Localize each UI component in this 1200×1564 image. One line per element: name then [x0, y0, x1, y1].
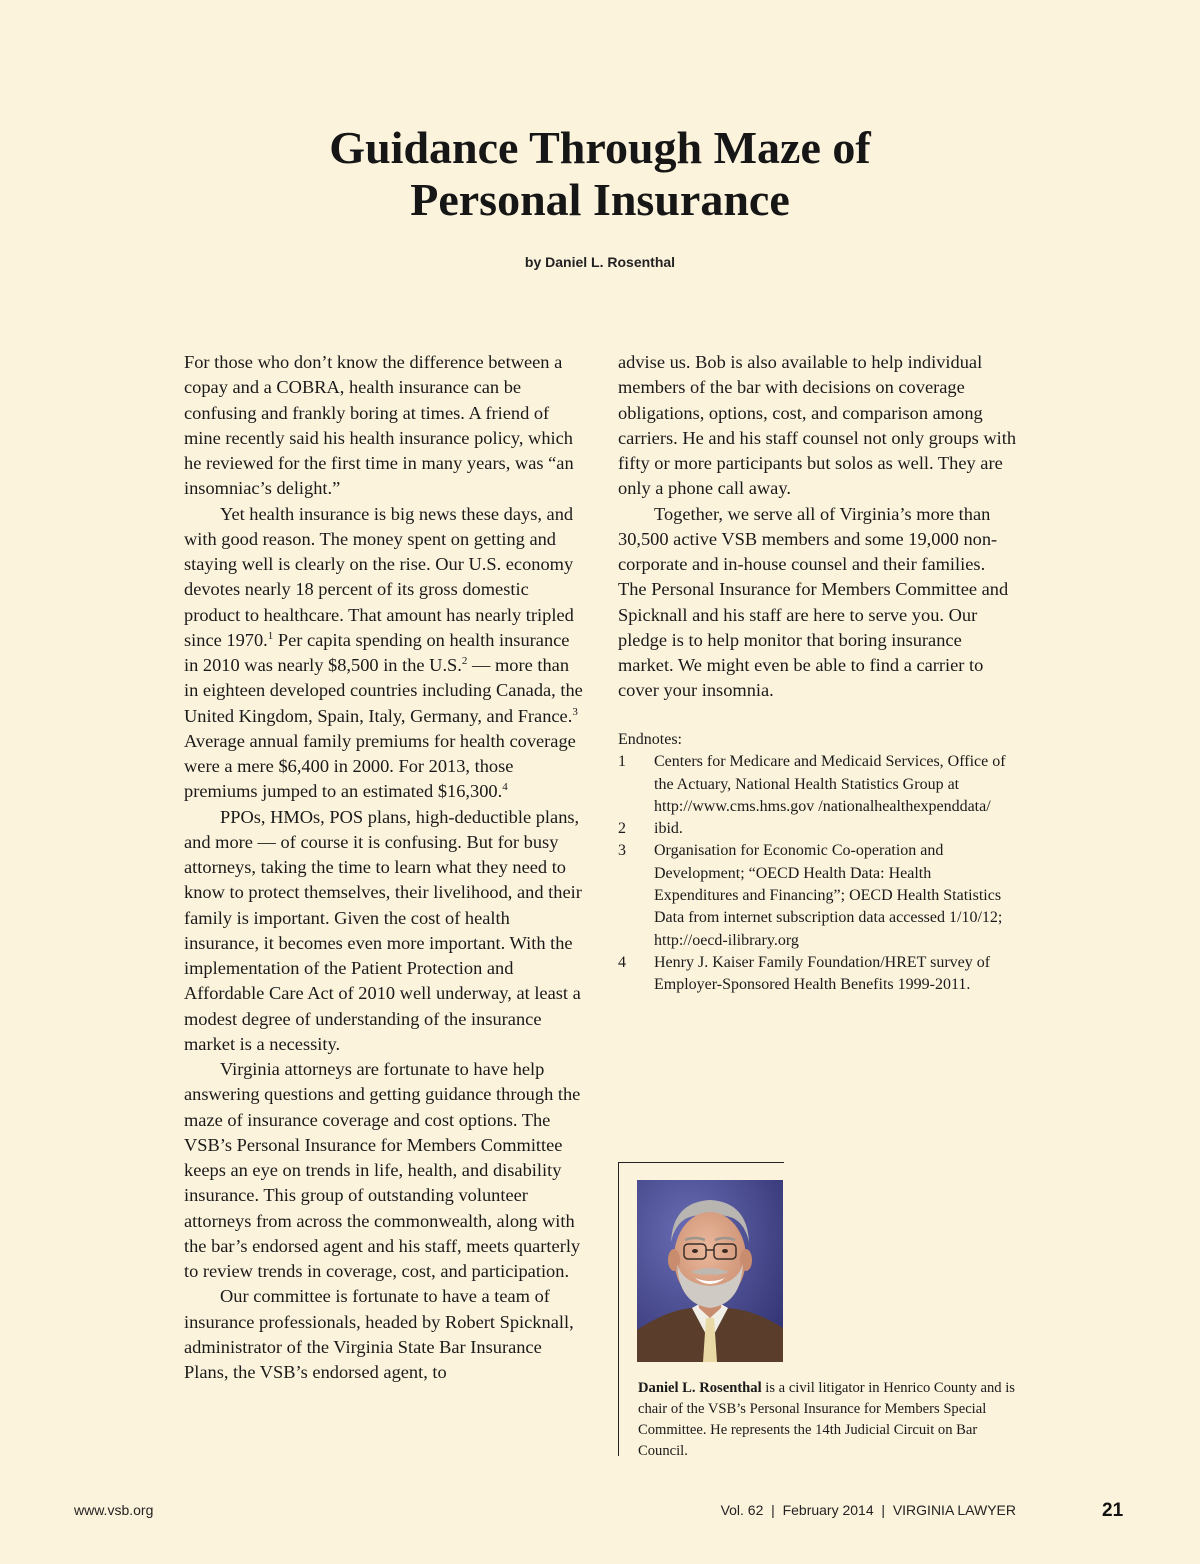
- endnote-text: Organisation for Economic Co-operation and Development; “OECD Health Data: Health Expenditures and Financing”; OECD Health Statistics Data from internet subscription data accessed 1/10/12; http://oecd-ilibrary.org: [654, 842, 1003, 949]
- title-line-1: Guidance Through Maze of: [329, 122, 871, 173]
- footer-website: www.vsb.org: [74, 1502, 154, 1518]
- paragraph: Our committee is fortunate to have a team of insurance professionals, headed by Robert Spicknall, administrator of the Virginia State Bar Insurance Plans, the VSB’s endorsed agent, to: [184, 1286, 574, 1382]
- paragraph: PPOs, HMOs, POS plans, high-deductible plans, and more — of course it is confusing. But for busy attorneys, taking the time to learn what they need to know to protect themselves, their livelihood, and their family is important. Given the cost of health insurance, it becomes even more important. With the implementation of the Patient Protection and Affordable Care Act of 2010 well underway, at least a modest degree of understanding of the insurance market is a necessity.: [184, 806, 582, 1054]
- author-name: Daniel L. Rosenthal: [638, 1380, 762, 1396]
- footnote-ref: 3: [572, 705, 578, 718]
- endnote-text: ibid.: [654, 820, 683, 838]
- author-bio: [638, 1378, 1018, 1462]
- endnote-number: 3: [618, 842, 626, 860]
- author-portrait-image: [637, 1180, 783, 1362]
- endnote-text: Henry J. Kaiser Family Foundation/HRET survey of Employer-Sponsored Health Benefits 1999-2011.: [654, 953, 991, 994]
- paragraph: For those who don’t know the difference between a copay and a COBRA, health insurance can be confusing and frankly boring at times. A friend of mine recently said his health insurance policy, which he reviewed for the first time in many years, was “an insomniac’s delight.”: [184, 352, 574, 499]
- author-bio-text: is a civil litigator in Henrico County and is chair of the VSB’s Personal Insurance for Members Special Committee. He represents the 14th Judicial Circuit on Bar Council.: [638, 1380, 1015, 1459]
- endnote-number: 2: [618, 820, 626, 838]
- endnote-item: [618, 952, 1018, 997]
- paragraph-text: Average annual family premiums for health coverage were a mere $6,400 in 2000. For 2013, those premiums jumped to an estimated $16,300.: [184, 730, 576, 802]
- endnotes-heading: Endnotes:: [618, 731, 682, 748]
- endnote-text: Centers for Medicare and Medicaid Services, Office of the Actuary, National Health Statistics Group at http://www.cms.hms.gov /nationalhealthexpenddata/: [654, 753, 1006, 815]
- footnote-ref: 1: [267, 629, 274, 642]
- endnote-item: [618, 840, 1018, 951]
- page-number: 21: [1102, 1500, 1124, 1521]
- footnote-ref: 2: [461, 655, 468, 667]
- title-line-2: Personal Insurance: [410, 174, 790, 225]
- paragraph-text: — more than in eighteen developed countries including Canada, the United Kingdom, Spain, Italy, Germany, and France.: [184, 655, 583, 726]
- right-column: [618, 350, 1018, 704]
- author-photo: [637, 1180, 783, 1362]
- endnote-item: [618, 751, 1018, 818]
- footer-issue-info: Vol. 62 | February 2014 | VIRGINIA LAWYER: [720, 1502, 1016, 1518]
- left-column: [184, 350, 584, 1385]
- paragraph: Together, we serve all of Virginia’s more than 30,500 active VSB members and some 19,000 non-corporate and in-house counsel and their families. The Personal Insurance for Members Committee and Spicknall and his staff are here to serve you. Our pledge is to help monitor that boring insurance market. We might even be able to find a carrier to cover your insomnia.: [618, 503, 1009, 701]
- paragraph: advise us. Bob is also available to help individual members of the bar with decisions on coverage obligations, options, cost, and comparison among carriers. He and his staff counsel not only groups with fifty or more participants but solos as well. They are only a phone call away.: [618, 352, 1017, 499]
- paragraph-text: Yet health insurance is big news these days, and with good reason. The money spent on getting and staying well is clearly on the rise. Our U.S. economy devotes nearly 18 percent of its gross domestic product to healthcare. That amount has nearly tripled since 1970.: [184, 503, 574, 650]
- paragraph: [184, 502, 584, 805]
- endnote-item: [618, 818, 1018, 840]
- endnote-number: 4: [618, 953, 626, 971]
- footnote-ref: 4: [502, 781, 508, 794]
- endnote-number: 1: [618, 753, 626, 771]
- paragraph-text: Per capita spending on health insurance in 2010 was nearly $8,500 in the U.S.: [184, 629, 570, 675]
- byline: by Daniel L. Rosenthal: [524, 254, 676, 270]
- endnotes: [618, 729, 1018, 997]
- article-title: [0, 122, 1200, 226]
- paragraph: Virginia attorneys are fortunate to have help answering questions and getting guidance through the maze of insurance coverage and cost options. The VSB’s Personal Insurance for Members Committee keeps an eye on trends in life, health, and disability insurance. This group of outstanding volunteer attorneys from across the commonwealth, along with the bar’s endorsed agent and his staff, meets quarterly to review trends in coverage, cost, and participation.: [184, 1059, 581, 1281]
